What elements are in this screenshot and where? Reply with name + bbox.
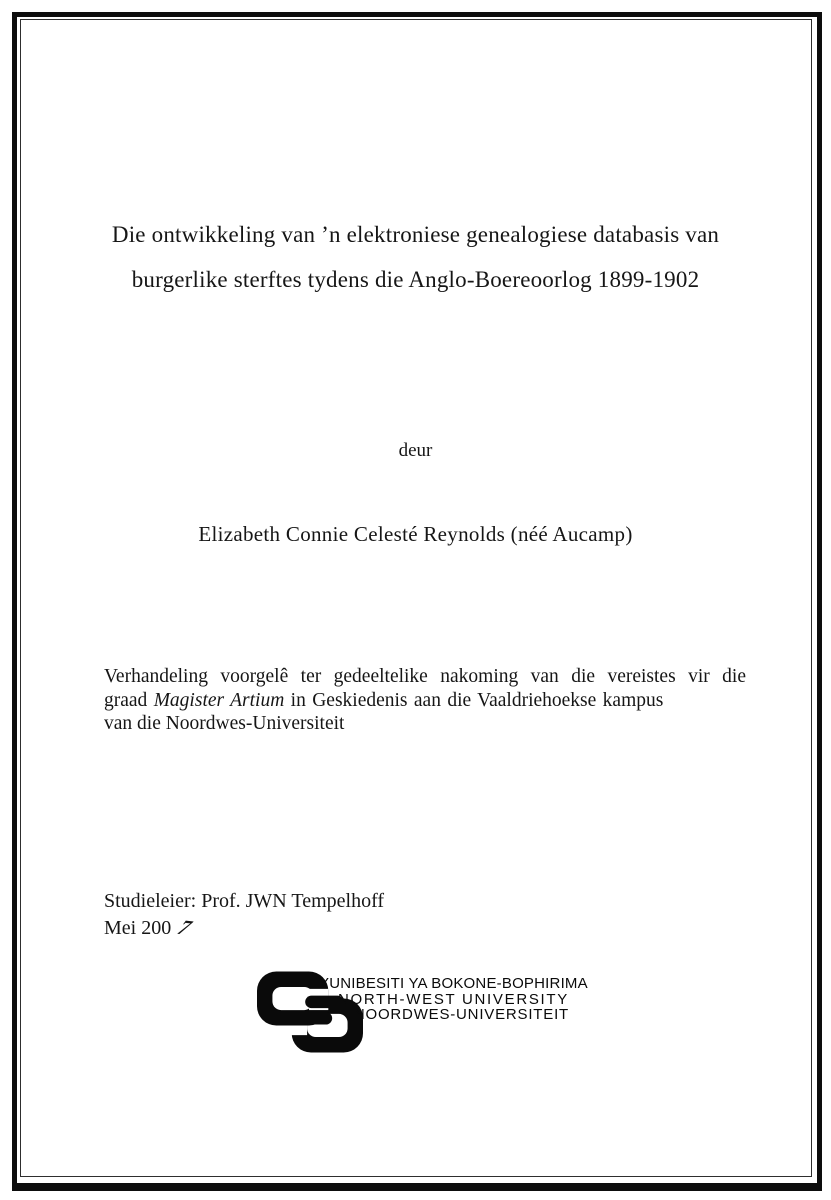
thesis-title-line1: Die ontwikkeling van ’n elektroniese genealogiese databasis van — [111, 222, 720, 247]
university-logo-text — [319, 975, 588, 1023]
supervisor-block — [104, 888, 384, 942]
logo-text-english: NORTH-WEST UNIVERSITY — [338, 990, 569, 1008]
statement-line3: van die Noordwes-Universiteit — [104, 713, 345, 734]
degree-name: Magister Artium — [153, 689, 285, 711]
byline-label: deur — [398, 440, 433, 461]
statement-line1: Verhandeling voorgelê ter gedeeltelike nakoming van die vereistes vir die — [104, 666, 746, 687]
date-prefix: Mei 200 — [104, 917, 172, 939]
statement-line2 — [104, 689, 746, 713]
statement-line2-post: in Geskiedenis aan die Vaaldriehoekse kampus — [284, 689, 664, 711]
logo-text-setswana: YUNIBESITI YA BOKONE-BOPHIRIMA — [319, 975, 588, 992]
university-logo — [257, 971, 588, 1055]
logo-text-afrikaans: NOORDWES-UNIVERSITEIT — [353, 1006, 569, 1023]
date-last-digit: 7 — [171, 916, 198, 940]
date-line — [104, 915, 384, 942]
submission-statement — [104, 665, 746, 736]
supervisor-line: Studieleier: Prof. JWN Tempelhoff — [104, 890, 385, 912]
thesis-title-line2: burgerlike sterftes tydens die Anglo-Boereoorlog 1899-1902 — [131, 267, 700, 292]
thesis-title — [60, 212, 771, 302]
author-name: Elizabeth Connie Celesté Reynolds (néé Aucamp) — [198, 522, 633, 546]
statement-line2-pre: graad — [104, 689, 154, 711]
